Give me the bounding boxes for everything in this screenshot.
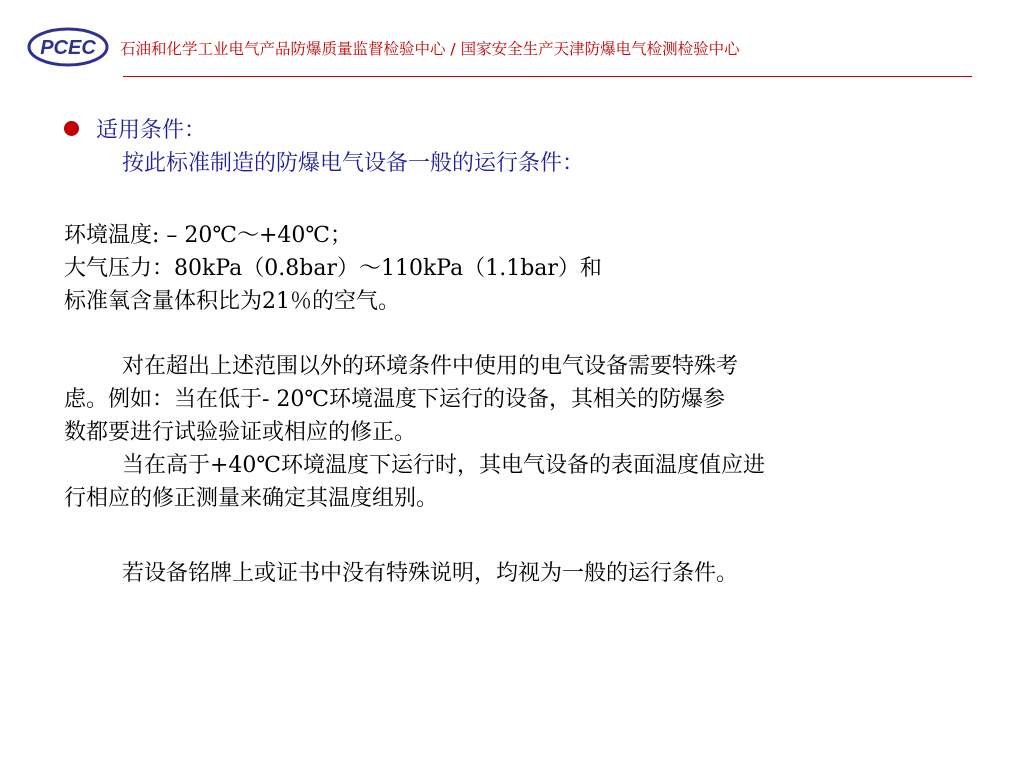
bullet-icon — [64, 121, 79, 136]
paragraph-line: 虑。例如：当在低于- 20℃环境温度下运行的设备，其相关的防爆参 — [64, 387, 726, 412]
paragraph-line: 当在高于+40℃环境温度下运行时，其电气设备的表面温度值应进 — [122, 453, 766, 478]
paragraph-line: 数都要进行试验验证或相应的修正。 — [64, 420, 417, 445]
condition-oxygen: 标准氧含量体积比为21％的空气。 — [64, 289, 400, 314]
condition-pressure: 大气压力：80kPa（0.8bar）～110kPa（1.1bar）和 — [64, 256, 602, 281]
paragraph-line: 对在超出上述范围以外的环境条件中使用的电气设备需要特殊考 — [122, 354, 739, 379]
header-title: 石油和化学工业电气产品防爆质量监督检验中心 / 国家安全生产天津防爆电气检测检验中心 — [120, 40, 740, 58]
section-heading-row — [64, 113, 206, 144]
section-heading: 适用条件： — [96, 118, 207, 143]
paragraph-line: 行相应的修正测量来确定其温度组别。 — [64, 486, 439, 511]
logo-text: PCEC — [40, 37, 96, 59]
pcec-logo — [26, 26, 110, 68]
condition-temperature: 环境温度: – 20℃～+40℃； — [64, 223, 353, 248]
header-divider — [123, 76, 972, 77]
section-subheading: 按此标准制造的防爆电气设备一般的运行条件： — [122, 151, 585, 176]
paragraph-line: 若设备铭牌上或证书中没有特殊说明，均视为一般的运行条件。 — [122, 561, 739, 586]
